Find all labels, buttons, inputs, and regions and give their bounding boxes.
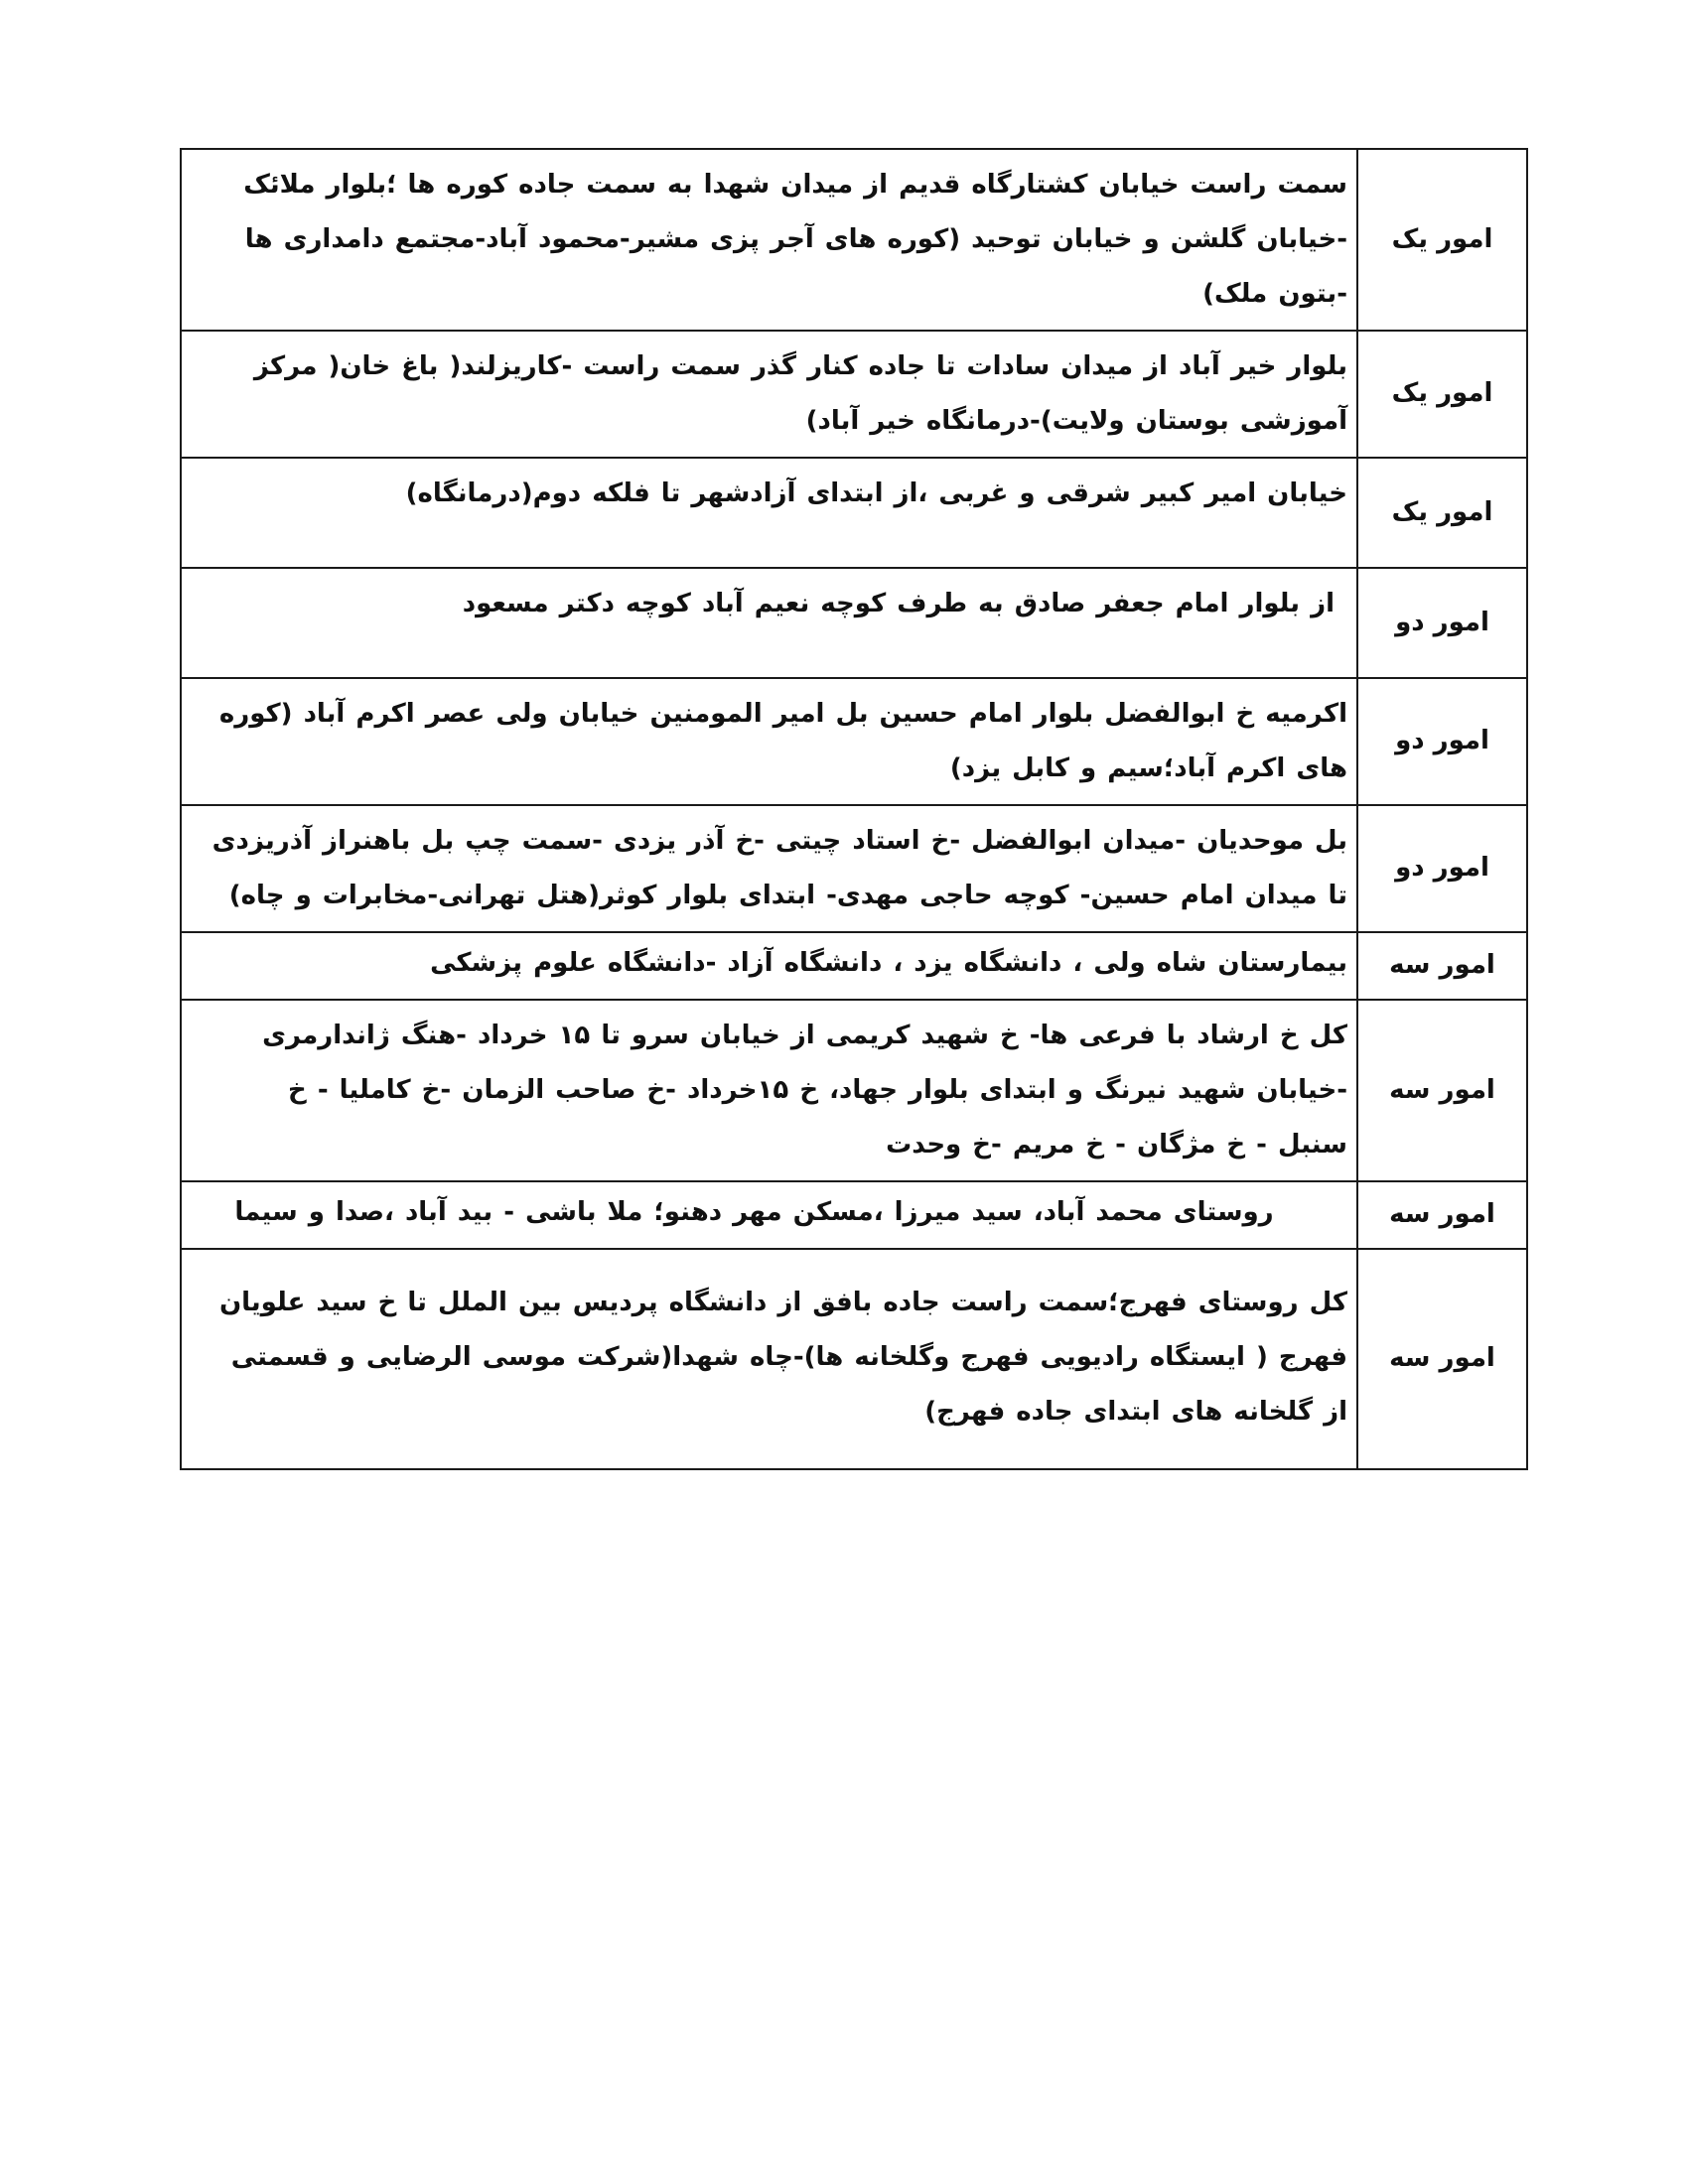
description-cell: سمت راست خیابان کشتارگاه قدیم از میدان شهدا به سمت جاده کوره ها ؛بلوار ملائک -خیابان گلشن و خیابان توحید (کوره های آجر پزی مشیر-محمود آباد-مجتمع دامداری ها -بتون ملک) [181, 149, 1357, 331]
description-cell: بلوار خیر آباد از میدان سادات تا جاده کنار گذر سمت راست -کاریزلند( باغ خان( مرکز آموزشی بوستان ولایت)-درمانگاه خیر آباد) [181, 331, 1357, 458]
table-row [181, 1181, 1527, 1249]
description-cell: خیابان امیر کبیر شرقی و غربی ،از ابتدای آزادشهر تا فلکه دوم(درمانگاه) [181, 458, 1357, 568]
table-row [181, 678, 1527, 805]
area-cell: امور دو [1357, 805, 1527, 932]
area-cell: امور یک [1357, 331, 1527, 458]
description-cell: بیمارستان شاه ولی ، دانشگاه یزد ، دانشگاه آزاد -دانشگاه علوم پزشکی [181, 932, 1357, 1000]
table-row [181, 458, 1527, 568]
table-row [181, 331, 1527, 458]
table-row [181, 932, 1527, 1000]
description-cell: کل روستای فهرج؛سمت راست جاده بافق از دانشگاه پردیس بین الملل تا خ سید علویان فهرج ( ایستگاه رادیویی فهرج وگلخانه ها)-چاه شهدا(شرکت موسی الرضایی و قسمتی از گلخانه های ابتدای جاده فهرج) [181, 1249, 1357, 1469]
service-areas-table [180, 148, 1528, 1470]
description-cell: بل موحدیان -میدان ابوالفضل -خ استاد چیتی -خ آذر یزدی -سمت چپ بل باهنراز آذریزدی تا میدان امام حسین- کوچه حاجی مهدی- ابتدای بلوار کوثر(هتل تهرانی-مخابرات و چاه) [181, 805, 1357, 932]
table-row [181, 1249, 1527, 1469]
description-cell: اکرمیه خ ابوالفضل بلوار امام حسین بل امیر المومنین خیابان ولی عصر اکرم آباد (کوره های اکرم آباد؛سیم و کابل یزد) [181, 678, 1357, 805]
area-cell: امور یک [1357, 458, 1527, 568]
area-cell: امور سه [1357, 932, 1527, 1000]
description-cell: کل خ ارشاد با فرعی ها- خ شهید کریمی از خیابان سرو تا ۱۵ خرداد -هنگ ژاندارمری -خیابان شهید نیرنگ و ابتدای بلوار جهاد، خ ۱۵خرداد -خ صاحب الزمان -خ کاملیا - خ سنبل - خ مژگان - خ مریم -خ وحدت [181, 1000, 1357, 1181]
area-cell: امور سه [1357, 1181, 1527, 1249]
table-row [181, 1000, 1527, 1181]
table-row [181, 568, 1527, 678]
table-row [181, 149, 1527, 331]
area-cell: امور دو [1357, 678, 1527, 805]
table-row [181, 805, 1527, 932]
area-cell: امور سه [1357, 1249, 1527, 1469]
area-cell: امور یک [1357, 149, 1527, 331]
description-cell: روستای محمد آباد، سید میرزا ،مسکن مهر دهنو؛ ملا باشی - بید آباد ،صدا و سیما [181, 1181, 1357, 1249]
description-cell: از بلوار امام جعفر صادق به طرف کوچه نعیم آباد کوچه دکتر مسعود [181, 568, 1357, 678]
area-cell: امور سه [1357, 1000, 1527, 1181]
area-cell: امور دو [1357, 568, 1527, 678]
